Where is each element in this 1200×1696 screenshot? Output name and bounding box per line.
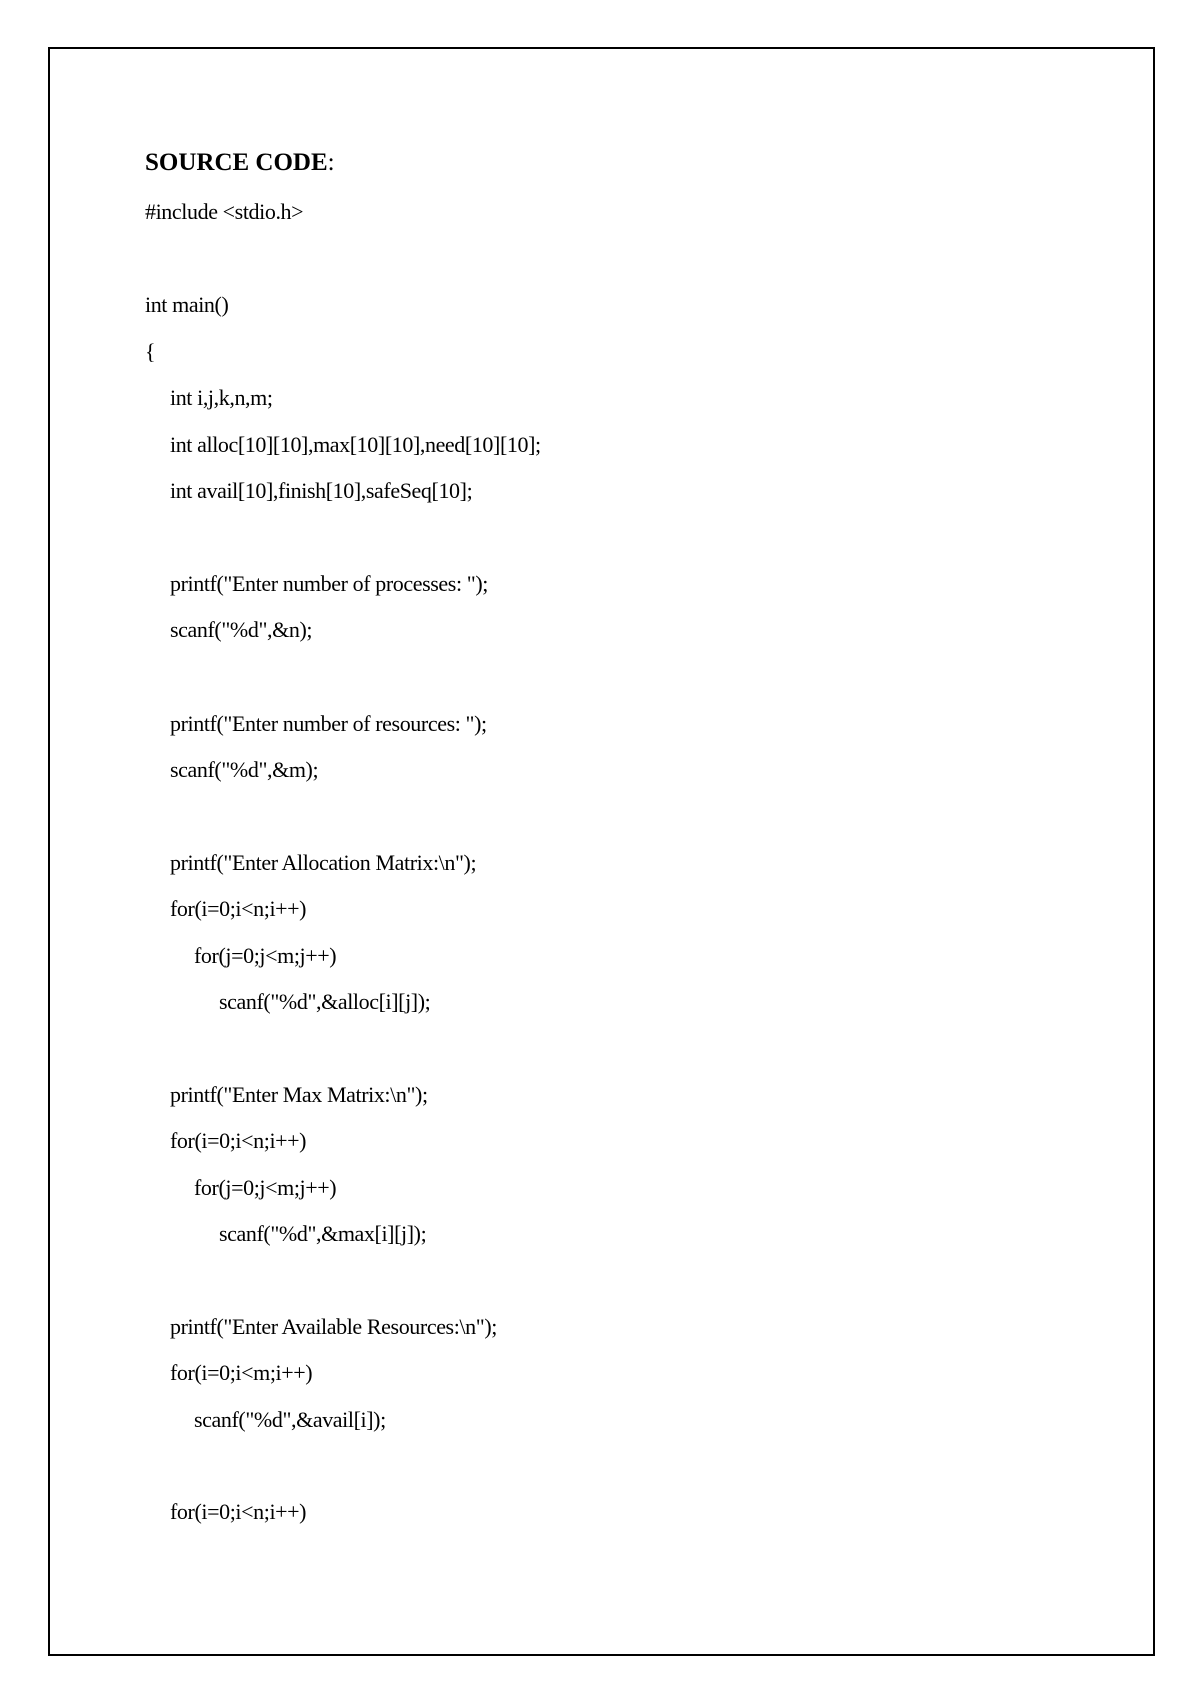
code-line-prompt-resources: printf("Enter number of resources: ");: [170, 711, 487, 736]
source-code-heading: [145, 146, 335, 180]
code-line-declare-arrays: int avail[10],finish[10],safeSeq[10];: [170, 478, 473, 503]
code-line-scan-avail: scanf("%d",&avail[i]);: [194, 1407, 386, 1432]
heading-colon: :: [327, 149, 335, 176]
code-line-declare-matrices: int alloc[10][10],max[10][10],need[10][10];: [170, 432, 541, 457]
code-line-loop-j-max: for(j=0;j<m;j++): [194, 1175, 337, 1200]
code-line-loop-i-avail: for(i=0;i<m;i++): [170, 1360, 313, 1385]
code-line-main: int main(): [145, 292, 229, 317]
code-line-prompt-available: printf("Enter Available Resources:\n");: [170, 1314, 497, 1339]
heading-title: SOURCE CODE: [145, 149, 328, 176]
code-line-prompt-allocation: printf("Enter Allocation Matrix:\n");: [170, 850, 477, 875]
code-line-prompt-max: printf("Enter Max Matrix:\n");: [170, 1082, 428, 1107]
code-line-include: #include <stdio.h>: [145, 199, 304, 224]
code-line-loop-i-alloc: for(i=0;i<n;i++): [170, 896, 307, 921]
code-line-scan-alloc: scanf("%d",&alloc[i][j]);: [219, 989, 431, 1014]
code-line-declare-ints: int i,j,k,n,m;: [170, 385, 273, 410]
code-line-loop-j-alloc: for(j=0;j<m;j++): [194, 943, 337, 968]
code-line-scan-m: scanf("%d",&m);: [170, 757, 319, 782]
code-line-prompt-processes: printf("Enter number of processes: ");: [170, 571, 488, 596]
code-line-open-brace: {: [145, 339, 156, 364]
code-line-scan-n: scanf("%d",&n);: [170, 617, 313, 642]
code-line-loop-i-max: for(i=0;i<n;i++): [170, 1128, 307, 1153]
code-line-loop-i-final: for(i=0;i<n;i++): [170, 1499, 307, 1524]
code-line-scan-max: scanf("%d",&max[i][j]);: [219, 1221, 427, 1246]
